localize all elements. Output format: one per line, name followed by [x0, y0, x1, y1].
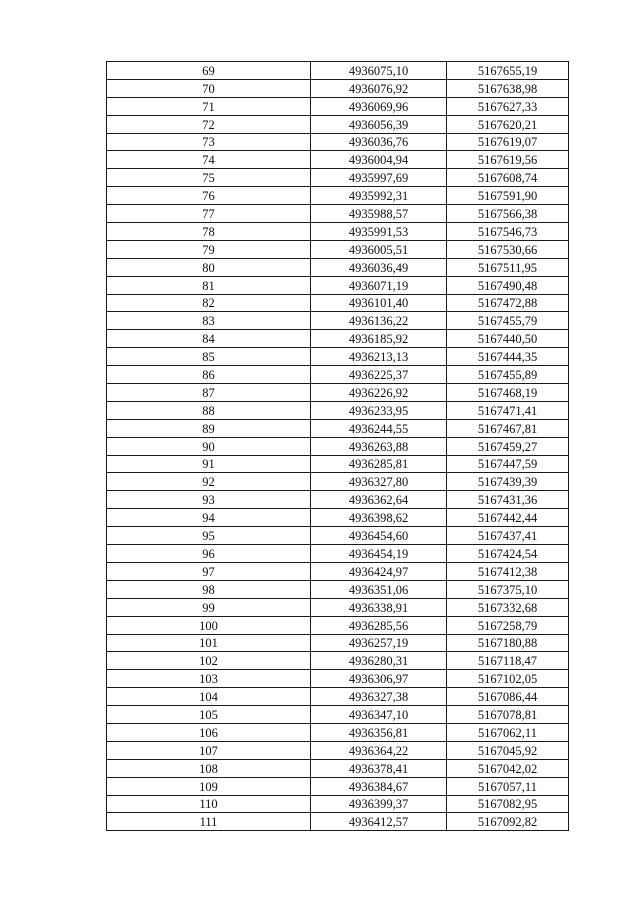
y-coordinate-cell: 5167608,74 — [447, 169, 569, 187]
point-number-cell: 100 — [107, 616, 311, 634]
x-coordinate-cell: 4936226,92 — [311, 384, 447, 402]
y-coordinate-cell: 5167092,82 — [447, 813, 569, 831]
x-coordinate-cell: 4936364,22 — [311, 741, 447, 759]
table-row — [107, 437, 569, 455]
y-coordinate-cell: 5167472,88 — [447, 294, 569, 312]
point-number-cell: 85 — [107, 348, 311, 366]
y-coordinate-cell: 5167591,90 — [447, 187, 569, 205]
table-row — [107, 813, 569, 831]
point-number-cell: 90 — [107, 437, 311, 455]
y-coordinate-cell: 5167467,81 — [447, 419, 569, 437]
table-row — [107, 580, 569, 598]
x-coordinate-cell: 4936285,56 — [311, 616, 447, 634]
y-coordinate-cell: 5167620,21 — [447, 115, 569, 133]
point-number-cell: 73 — [107, 133, 311, 151]
y-coordinate-cell: 5167440,50 — [447, 330, 569, 348]
point-number-cell: 107 — [107, 741, 311, 759]
table-row — [107, 133, 569, 151]
point-number-cell: 98 — [107, 580, 311, 598]
x-coordinate-cell: 4936185,92 — [311, 330, 447, 348]
y-coordinate-cell: 5167057,11 — [447, 777, 569, 795]
point-number-cell: 86 — [107, 366, 311, 384]
x-coordinate-cell: 4936244,55 — [311, 419, 447, 437]
point-number-cell: 70 — [107, 79, 311, 97]
table-row — [107, 419, 569, 437]
table-row — [107, 455, 569, 473]
point-number-cell: 102 — [107, 652, 311, 670]
table-row — [107, 652, 569, 670]
point-number-cell: 72 — [107, 115, 311, 133]
x-coordinate-cell: 4936076,92 — [311, 79, 447, 97]
table-row — [107, 795, 569, 813]
y-coordinate-cell: 5167546,73 — [447, 223, 569, 241]
table-row — [107, 473, 569, 491]
y-coordinate-cell: 5167102,05 — [447, 670, 569, 688]
y-coordinate-cell: 5167655,19 — [447, 62, 569, 80]
x-coordinate-cell: 4935997,69 — [311, 169, 447, 187]
y-coordinate-cell: 5167566,38 — [447, 205, 569, 223]
x-coordinate-cell: 4936285,81 — [311, 455, 447, 473]
point-number-cell: 97 — [107, 562, 311, 580]
table-row — [107, 759, 569, 777]
y-coordinate-cell: 5167619,07 — [447, 133, 569, 151]
x-coordinate-cell: 4936454,19 — [311, 545, 447, 563]
y-coordinate-cell: 5167258,79 — [447, 616, 569, 634]
coordinates-table-body — [107, 62, 569, 831]
y-coordinate-cell: 5167455,89 — [447, 366, 569, 384]
point-number-cell: 76 — [107, 187, 311, 205]
y-coordinate-cell: 5167412,38 — [447, 562, 569, 580]
y-coordinate-cell: 5167455,79 — [447, 312, 569, 330]
y-coordinate-cell: 5167437,41 — [447, 527, 569, 545]
point-number-cell: 109 — [107, 777, 311, 795]
x-coordinate-cell: 4936399,37 — [311, 795, 447, 813]
x-coordinate-cell: 4936225,37 — [311, 366, 447, 384]
table-row — [107, 187, 569, 205]
y-coordinate-cell: 5167062,11 — [447, 723, 569, 741]
table-row — [107, 723, 569, 741]
point-number-cell: 79 — [107, 240, 311, 258]
y-coordinate-cell: 5167530,66 — [447, 240, 569, 258]
point-number-cell: 105 — [107, 706, 311, 724]
point-number-cell: 93 — [107, 491, 311, 509]
table-row — [107, 205, 569, 223]
x-coordinate-cell: 4936056,39 — [311, 115, 447, 133]
y-coordinate-cell: 5167086,44 — [447, 688, 569, 706]
x-coordinate-cell: 4936071,19 — [311, 276, 447, 294]
point-number-cell: 111 — [107, 813, 311, 831]
table-row — [107, 223, 569, 241]
table-row — [107, 741, 569, 759]
point-number-cell: 106 — [107, 723, 311, 741]
point-number-cell: 87 — [107, 384, 311, 402]
x-coordinate-cell: 4936384,67 — [311, 777, 447, 795]
x-coordinate-cell: 4936398,62 — [311, 509, 447, 527]
coordinates-table — [106, 61, 569, 831]
y-coordinate-cell: 5167490,48 — [447, 276, 569, 294]
table-row — [107, 169, 569, 187]
point-number-cell: 108 — [107, 759, 311, 777]
x-coordinate-cell: 4936362,64 — [311, 491, 447, 509]
point-number-cell: 104 — [107, 688, 311, 706]
x-coordinate-cell: 4936327,38 — [311, 688, 447, 706]
x-coordinate-cell: 4936356,81 — [311, 723, 447, 741]
y-coordinate-cell: 5167638,98 — [447, 79, 569, 97]
table-row — [107, 616, 569, 634]
x-coordinate-cell: 4936347,10 — [311, 706, 447, 724]
y-coordinate-cell: 5167471,41 — [447, 401, 569, 419]
point-number-cell: 71 — [107, 97, 311, 115]
point-number-cell: 96 — [107, 545, 311, 563]
point-number-cell: 101 — [107, 634, 311, 652]
x-coordinate-cell: 4935988,57 — [311, 205, 447, 223]
point-number-cell: 82 — [107, 294, 311, 312]
x-coordinate-cell: 4936069,96 — [311, 97, 447, 115]
table-row — [107, 62, 569, 80]
y-coordinate-cell: 5167082,95 — [447, 795, 569, 813]
x-coordinate-cell: 4936004,94 — [311, 151, 447, 169]
y-coordinate-cell: 5167424,54 — [447, 545, 569, 563]
y-coordinate-cell: 5167459,27 — [447, 437, 569, 455]
table-row — [107, 312, 569, 330]
table-row — [107, 598, 569, 616]
point-number-cell: 75 — [107, 169, 311, 187]
x-coordinate-cell: 4936233,95 — [311, 401, 447, 419]
x-coordinate-cell: 4936327,80 — [311, 473, 447, 491]
table-row — [107, 688, 569, 706]
x-coordinate-cell: 4936306,97 — [311, 670, 447, 688]
table-row — [107, 384, 569, 402]
y-coordinate-cell: 5167442,44 — [447, 509, 569, 527]
point-number-cell: 103 — [107, 670, 311, 688]
x-coordinate-cell: 4936213,13 — [311, 348, 447, 366]
y-coordinate-cell: 5167375,10 — [447, 580, 569, 598]
table-row — [107, 670, 569, 688]
point-number-cell: 91 — [107, 455, 311, 473]
point-number-cell: 80 — [107, 258, 311, 276]
table-row — [107, 401, 569, 419]
y-coordinate-cell: 5167511,95 — [447, 258, 569, 276]
y-coordinate-cell: 5167468,19 — [447, 384, 569, 402]
table-row — [107, 634, 569, 652]
x-coordinate-cell: 4936101,40 — [311, 294, 447, 312]
table-row — [107, 562, 569, 580]
x-coordinate-cell: 4936005,51 — [311, 240, 447, 258]
x-coordinate-cell: 4936454,60 — [311, 527, 447, 545]
x-coordinate-cell: 4936280,31 — [311, 652, 447, 670]
x-coordinate-cell: 4936075,10 — [311, 62, 447, 80]
y-coordinate-cell: 5167180,88 — [447, 634, 569, 652]
table-row — [107, 240, 569, 258]
point-number-cell: 69 — [107, 62, 311, 80]
table-row — [107, 115, 569, 133]
table-row — [107, 97, 569, 115]
y-coordinate-cell: 5167431,36 — [447, 491, 569, 509]
point-number-cell: 78 — [107, 223, 311, 241]
x-coordinate-cell: 4936263,88 — [311, 437, 447, 455]
y-coordinate-cell: 5167619,56 — [447, 151, 569, 169]
point-number-cell: 92 — [107, 473, 311, 491]
x-coordinate-cell: 4936412,57 — [311, 813, 447, 831]
x-coordinate-cell: 4936424,97 — [311, 562, 447, 580]
point-number-cell: 81 — [107, 276, 311, 294]
y-coordinate-cell: 5167447,59 — [447, 455, 569, 473]
point-number-cell: 83 — [107, 312, 311, 330]
point-number-cell: 77 — [107, 205, 311, 223]
table-row — [107, 79, 569, 97]
x-coordinate-cell: 4935991,53 — [311, 223, 447, 241]
table-row — [107, 294, 569, 312]
table-row — [107, 366, 569, 384]
point-number-cell: 74 — [107, 151, 311, 169]
table-row — [107, 545, 569, 563]
x-coordinate-cell: 4936036,76 — [311, 133, 447, 151]
x-coordinate-cell: 4936136,22 — [311, 312, 447, 330]
point-number-cell: 88 — [107, 401, 311, 419]
table-row — [107, 348, 569, 366]
point-number-cell: 94 — [107, 509, 311, 527]
x-coordinate-cell: 4935992,31 — [311, 187, 447, 205]
y-coordinate-cell: 5167332,68 — [447, 598, 569, 616]
point-number-cell: 89 — [107, 419, 311, 437]
y-coordinate-cell: 5167627,33 — [447, 97, 569, 115]
table-row — [107, 706, 569, 724]
x-coordinate-cell: 4936338,91 — [311, 598, 447, 616]
point-number-cell: 95 — [107, 527, 311, 545]
table-row — [107, 527, 569, 545]
y-coordinate-cell: 5167444,35 — [447, 348, 569, 366]
table-row — [107, 777, 569, 795]
table-row — [107, 509, 569, 527]
x-coordinate-cell: 4936036,49 — [311, 258, 447, 276]
point-number-cell: 99 — [107, 598, 311, 616]
y-coordinate-cell: 5167439,39 — [447, 473, 569, 491]
x-coordinate-cell: 4936257,19 — [311, 634, 447, 652]
y-coordinate-cell: 5167045,92 — [447, 741, 569, 759]
table-row — [107, 258, 569, 276]
y-coordinate-cell: 5167118,47 — [447, 652, 569, 670]
table-row — [107, 276, 569, 294]
x-coordinate-cell: 4936378,41 — [311, 759, 447, 777]
x-coordinate-cell: 4936351,06 — [311, 580, 447, 598]
y-coordinate-cell: 5167042,02 — [447, 759, 569, 777]
point-number-cell: 84 — [107, 330, 311, 348]
y-coordinate-cell: 5167078,81 — [447, 706, 569, 724]
table-row — [107, 330, 569, 348]
table-row — [107, 491, 569, 509]
point-number-cell: 110 — [107, 795, 311, 813]
table-row — [107, 151, 569, 169]
